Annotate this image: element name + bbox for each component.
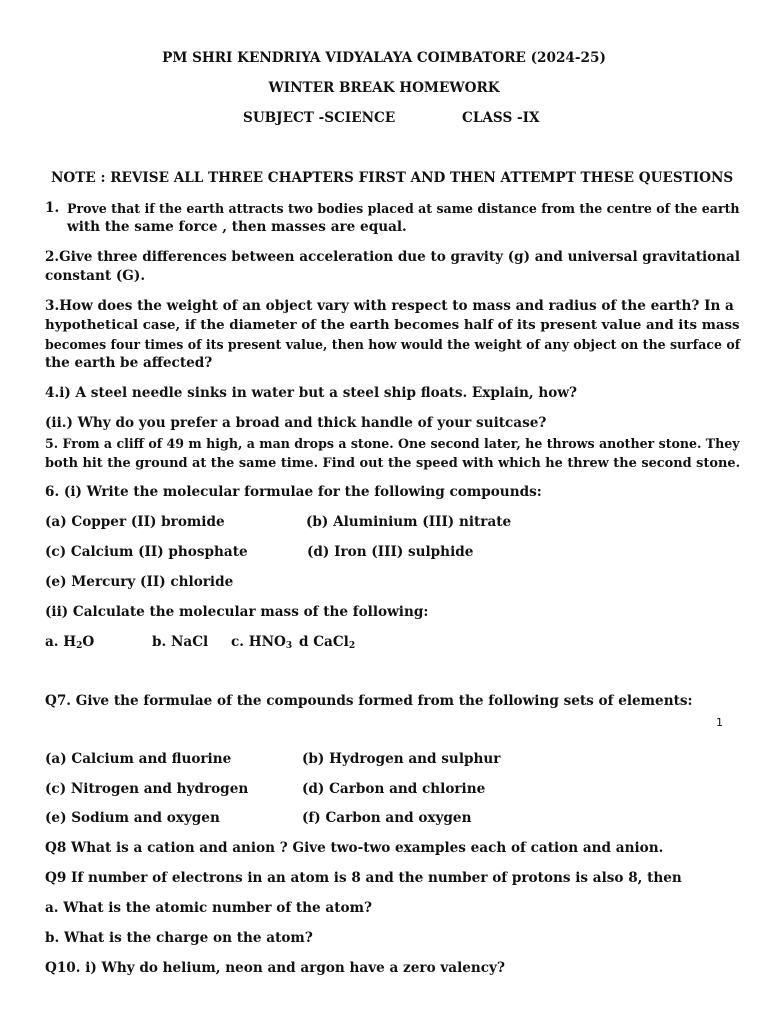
option-item: a. What is the atomic number of the atom? [45, 900, 372, 916]
question-text: Prove that if the earth attracts two bodies placed at same distance from the centre of the earth [67, 201, 740, 216]
question-text: 3.How does the weight of an object vary with respect to mass and radius of the earth? In a [45, 298, 734, 314]
formula-item: d CaCl$_2$ [299, 634, 356, 651]
school-title: PM SHRI KENDRIYA VIDYALAYA COIMBATORE (2024-25) [162, 50, 606, 66]
option-item: (b) Aluminium (III) nitrate [306, 514, 512, 530]
option-item: (d) Iron (III) sulphide [307, 544, 474, 560]
formula-item: b. NaCl [152, 634, 209, 650]
question-text: Q9 If number of electrons in an atom is 8 and the number of protons is also 8, then [45, 870, 682, 886]
option-item: (e) Sodium and oxygen [45, 810, 220, 826]
option-item: (f) Carbon and oxygen [302, 810, 472, 826]
note: NOTE : REVISE ALL THREE CHAPTERS FIRST AND THEN ATTEMPT THESE QUESTIONS [51, 170, 734, 186]
option-item: (d) Carbon and chlorine [302, 781, 486, 797]
question-text: becomes four times of its present value, then how would the weight of any object on the surface of [45, 337, 741, 352]
option-item: (a) Copper (II) bromide [45, 514, 225, 530]
question-text: constant (G). [45, 268, 146, 284]
formula-item: a. $H_2O$ [45, 634, 95, 651]
question-10: Q10. i) Why do helium, neon and argon have a zero valency? [45, 960, 505, 976]
question-text: (ii.) Why do you prefer a broad and thick handle of your suitcase? [45, 415, 547, 431]
option-item: (c) Nitrogen and hydrogen [45, 781, 249, 797]
question-text: 2.Give three differences between acceleration due to gravity (g) and universal gravitational [45, 249, 740, 265]
class-label: CLASS -IX [462, 110, 540, 126]
question-text: hypothetical case, if the diameter of the earth becomes half of its present value and its mass [45, 317, 740, 333]
option-item: b. What is the charge on the atom? [45, 930, 313, 946]
option-item: (c) Calcium (II) phosphate [45, 544, 248, 560]
question-text: Q7. Give the formulae of the compounds formed from the following sets of elements: [45, 693, 693, 709]
question-text: 5. From a cliff of 49 m high, a man drops a stone. One second later, he throws another stone. They [45, 436, 740, 451]
option-item: (e) Mercury (II) chloride [45, 574, 234, 590]
question-8: Q8 What is a cation and anion ? Give two-two examples each of cation and anion. [45, 840, 664, 856]
question-text: 6. (i) Write the molecular formulae for the following compounds: [45, 484, 542, 500]
question-text: the earth be affected? [45, 355, 213, 371]
homework-title: WINTER BREAK HOMEWORK [268, 80, 500, 96]
question-number: 1. [45, 200, 60, 216]
option-item: (b) Hydrogen and sulphur [302, 751, 501, 767]
formula-item: c. $HNO_3$ [231, 634, 293, 651]
question-text: with the same force , then masses are equal. [67, 219, 407, 235]
question-text: both hit the ground at the same time. Find out the speed with which he threw the second stone. [45, 456, 741, 471]
question-text: (ii) Calculate the molecular mass of the following: [45, 604, 429, 620]
option-item: (a) Calcium and fluorine [45, 751, 232, 767]
question-text: 4.i) A steel needle sinks in water but a steel ship floats. Explain, how? [45, 385, 578, 401]
page-number: 1 [716, 716, 723, 729]
subject-label: SUBJECT -SCIENCE [243, 110, 396, 126]
